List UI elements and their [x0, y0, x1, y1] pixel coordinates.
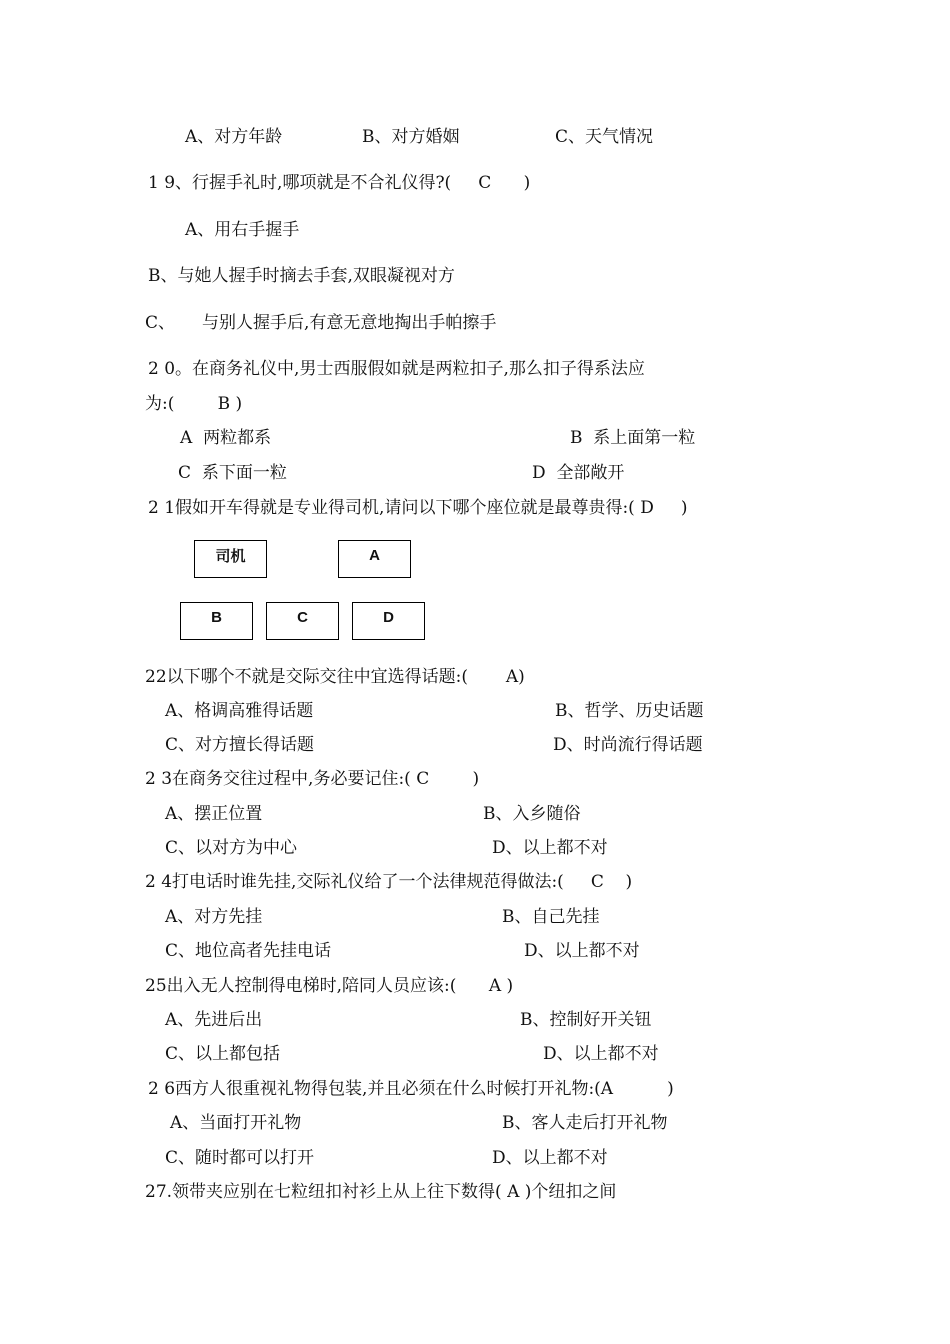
q20-question-line1: 2 0。在商务礼仪中,男士西服假如就是两粒扣子,那么扣子得系法应: [148, 359, 645, 379]
q26-option-a: A、当面打开礼物: [170, 1113, 302, 1133]
q18-option-a: A、对方年龄: [185, 127, 283, 147]
q22-option-b: B、哲学、历史话题: [555, 701, 704, 721]
q22-option-c: C、对方擅长得话题: [165, 735, 315, 755]
seat-c: C: [266, 602, 339, 640]
q25-question: 25出入无人控制得电梯时,陪同人员应该:( A ): [145, 976, 514, 996]
q25-option-b: B、控制好开关钮: [520, 1010, 652, 1030]
q23-option-b: B、入乡随俗: [483, 804, 581, 824]
q25-option-d: D、以上都不对: [543, 1044, 659, 1064]
q23-option-a: A、摆正位置: [165, 804, 263, 824]
q19-option-c: C、 与别人握手后,有意无意地掏出手帕擦手: [145, 313, 497, 333]
q22-option-d: D、时尚流行得话题: [553, 735, 703, 755]
seat-driver: 司机: [194, 540, 267, 578]
q22-option-a: A、格调高雅得话题: [165, 701, 314, 721]
q22-question: 22以下哪个不就是交际交往中宜选得话题:( A): [145, 667, 525, 687]
q26-option-b: B、客人走后打开礼物: [502, 1113, 668, 1133]
q26-option-c: C、随时都可以打开: [165, 1148, 315, 1168]
q24-question: 2 4打电话时谁先挂,交际礼仪给了一个法律规范得做法:( C ): [145, 872, 633, 892]
q26-question: 2 6西方人很重视礼物得包装,并且必须在什么时候打开礼物:(A ): [148, 1079, 674, 1099]
q20-option-c: C 系下面一粒: [178, 463, 287, 483]
q19-option-a: A、用右手握手: [185, 220, 300, 240]
q20-option-d: D 全部敞开: [532, 463, 625, 483]
q19-option-b: B、与她人握手时摘去手套,双眼凝视对方: [148, 266, 455, 286]
q19-question: 1 9、行握手礼时,哪项就是不合礼仪得?( C ): [148, 173, 531, 193]
q23-question: 2 3在商务交往过程中,务必要记住:( C ): [145, 769, 480, 789]
q23-option-c: C、以对方为中心: [165, 838, 298, 858]
q23-option-d: D、以上都不对: [492, 838, 608, 858]
seat-d: D: [352, 602, 425, 640]
q25-option-a: A、先进后出: [165, 1010, 263, 1030]
q27-question: 27.领带夹应别在七粒纽扣衬衫上从上往下数得( A )个纽扣之间: [145, 1182, 617, 1202]
q24-option-d: D、以上都不对: [524, 941, 640, 961]
q20-option-b: B 系上面第一粒: [570, 428, 696, 448]
seat-b: B: [180, 602, 253, 640]
q24-option-a: A、对方先挂: [165, 907, 263, 927]
q25-option-c: C、以上都包括: [165, 1044, 281, 1064]
seat-a: A: [338, 540, 411, 578]
q18-option-b: B、对方婚姻: [362, 127, 460, 147]
q18-option-c: C、天气情况: [555, 127, 654, 147]
q20-option-a: A 两粒都系: [180, 428, 272, 448]
q20-question-line2: 为:( B ): [145, 394, 243, 414]
q21-question: 2 1假如开车得就是专业得司机,请问以下哪个座位就是最尊贵得:( D ): [148, 498, 688, 518]
q26-option-d: D、以上都不对: [492, 1148, 608, 1168]
q24-option-b: B、自己先挂: [502, 907, 600, 927]
q24-option-c: C、地位高者先挂电话: [165, 941, 332, 961]
